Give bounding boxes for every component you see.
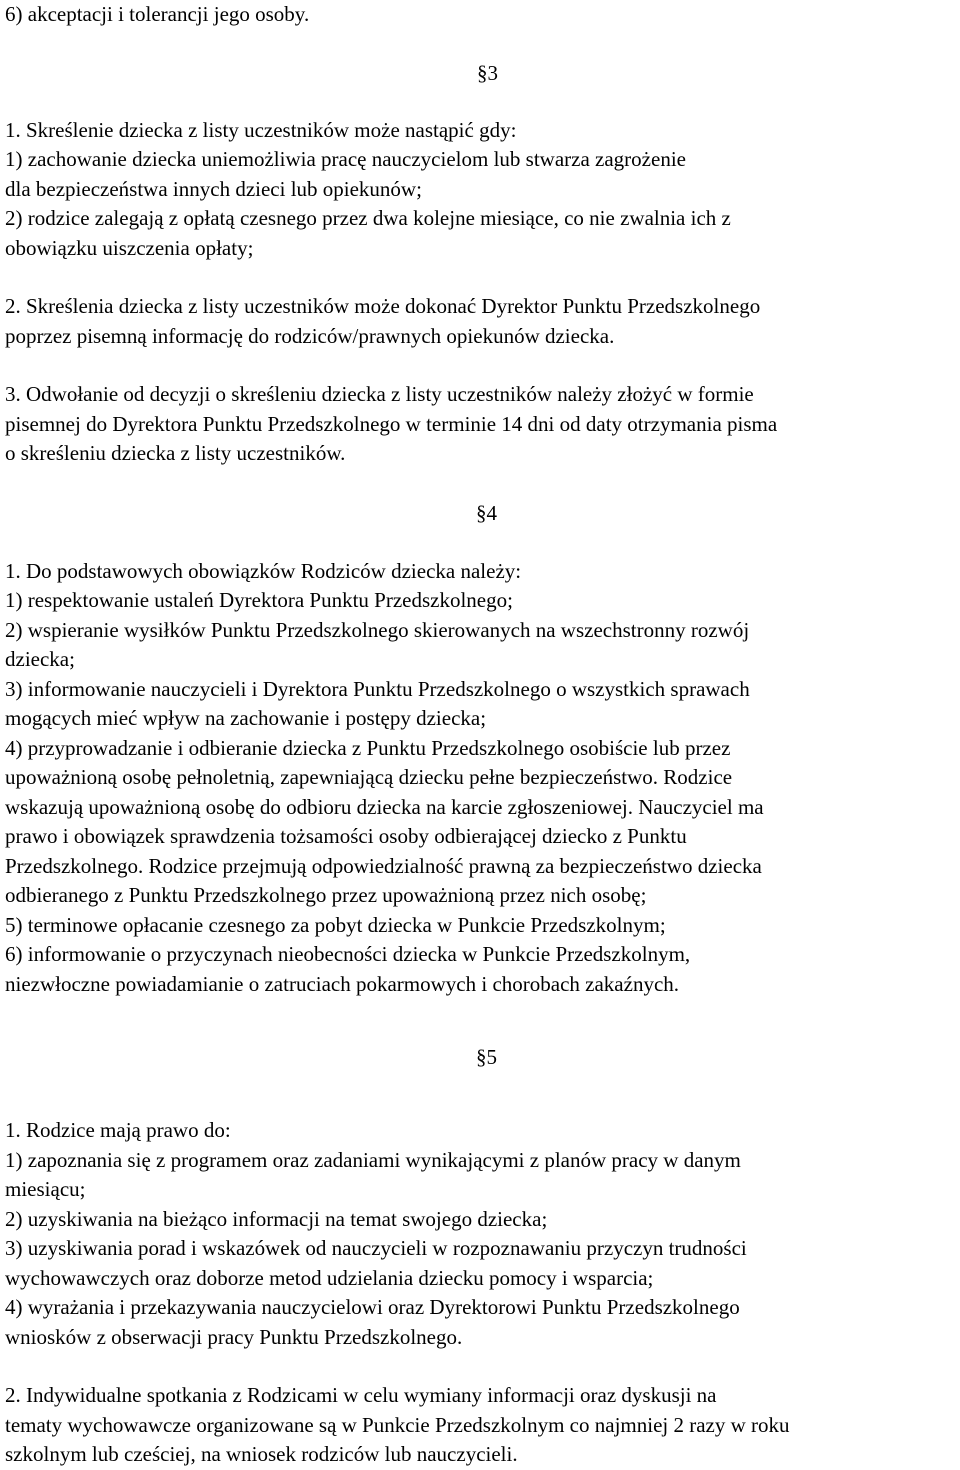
document-page: [5, 0, 955, 1470]
text-line: prawo i obowiązek sprawdzenia tożsamości osoby odbierającej dziecko z Punktu: [5, 824, 687, 848]
text-line: odbieranego z Punktu Przedszkolnego przez upoważnioną przez nich osobę;: [5, 883, 647, 907]
text-line: 6) informowanie o przyczynach nieobecności dziecka w Punkcie Przedszkolnym,: [5, 942, 691, 966]
text-line: szkolnym lub cześciej, na wniosek rodziców lub nauczycieli.: [5, 1442, 518, 1466]
text-line: o skreśleniu dziecka z listy uczestników.: [5, 441, 346, 465]
section-3-paragraph-3: [5, 380, 955, 469]
section-5-paragraph-1: [5, 1116, 955, 1352]
text-line: dziecka;: [5, 647, 75, 671]
text-line: 3) uzyskiwania porad i wskazówek od nauczycieli w rozpoznawaniu przyczyn trudności: [5, 1236, 747, 1260]
text-line: 4) przyprowadzanie i odbieranie dziecka z Punktu Przedszkolnego osobiście lub przez: [5, 735, 731, 760]
text-line: 2) wspieranie wysiłków Punktu Przedszkolnego skierowanych na wszechstronny rozwój: [5, 617, 750, 642]
text-line: 5) terminowe opłacanie czesnego za pobyt dziecka w Punkcie Przedszkolnym;: [5, 912, 666, 937]
text-line: 2. Skreślenia dziecka z listy uczestników może dokonać Dyrektor Punktu Przedszkolnego: [5, 294, 761, 318]
text-line: mogących mieć wpływ na zachowanie i postępy dziecka;: [5, 706, 487, 730]
section-5-paragraph-2: [5, 1381, 955, 1470]
text-line: poprzez pisemną informację do rodziców/prawnych opiekunów dziecka.: [5, 323, 615, 348]
text-line: 1. Rodzice mają prawo do:: [5, 1118, 231, 1142]
text-line: niezwłoczne powiadamianie o zatruciach pokarmowych i chorobach zakaźnych.: [5, 971, 680, 996]
text-line: 3. Odwołanie od decyzji o skreśleniu dziecka z listy uczestników należy złożyć w formie: [5, 382, 754, 406]
text-line: obowiązku uiszczenia opłaty;: [5, 235, 254, 260]
text-line: tematy wychowawcze organizowane są w Punkcie Przedszkolnym co najmniej 2 razy w roku: [5, 1412, 790, 1437]
text-line: upoważnioną osobę pełnoletnią, zapewniającą dziecku pełne bezpieczeństwo. Rodzice: [5, 765, 733, 789]
text-line: 2) rodzice zalegają z opłatą czesnego przez dwa kolejne miesiące, co nie zwalnia ich z: [5, 206, 731, 230]
section-4-paragraph-1: [5, 557, 955, 1000]
text-line: 1) respektowanie ustaleń Dyrektora Punktu Przedszkolnego;: [5, 588, 513, 612]
section-5-heading: §5: [476, 1045, 497, 1069]
text-line: wskazują upoważnioną osobę do odbioru dziecka na karcie zgłoszeniowej. Nauczyciel ma: [5, 794, 764, 819]
text-line: 4) wyrażania i przekazywania nauczycielowi oraz Dyrektorowi Punktu Przedszkolnego: [5, 1295, 740, 1319]
text-line: 2. Indywidualne spotkania z Rodzicami w celu wymiany informacji oraz dyskusji na: [5, 1383, 717, 1407]
text-line: wniosków z obserwacji pracy Punktu Przedszkolnego.: [5, 1324, 463, 1349]
text-line: dla bezpieczeństwa innych dzieci lub opiekunów;: [5, 176, 422, 201]
text-line: 3) informowanie nauczycieli i Dyrektora Punktu Przedszkolnego o wszystkich sprawach: [5, 676, 750, 701]
text-line: Przedszkolnego. Rodzice przejmują odpowiedzialność prawną za bezpieczeństwo dziecka: [5, 853, 762, 878]
text-line: pisemnej do Dyrektora Punktu Przedszkolnego w terminie 14 dni od daty otrzymania pisma: [5, 411, 778, 436]
section-3-paragraph-2: [5, 292, 955, 351]
text-line: wychowawczych oraz doborze metod udzielania dziecku pomocy i wsparcia;: [5, 1265, 654, 1290]
section-3-paragraph-1: [5, 116, 955, 264]
text-line: 1) zachowanie dziecka uniemożliwia pracę nauczycielom lub stwarza zagrożenie: [5, 147, 686, 171]
text-line: 1. Skreślenie dziecka z listy uczestników może nastąpić gdy:: [5, 117, 517, 142]
text-line: 1. Do podstawowych obowiązków Rodziców dziecka należy:: [5, 558, 522, 583]
text-line: 2) uzyskiwania na bieżąco informacji na temat swojego dziecka;: [5, 1206, 548, 1231]
section-4-heading: §4: [476, 500, 497, 525]
top-fragment-line: 6) akceptacji i tolerancji jego osoby.: [5, 2, 310, 26]
text-line: 1) zapoznania się z programem oraz zadaniami wynikającymi z planów pracy w danym: [5, 1147, 741, 1172]
section-3-heading: §3: [477, 60, 498, 85]
text-line: miesiącu;: [5, 1177, 86, 1201]
